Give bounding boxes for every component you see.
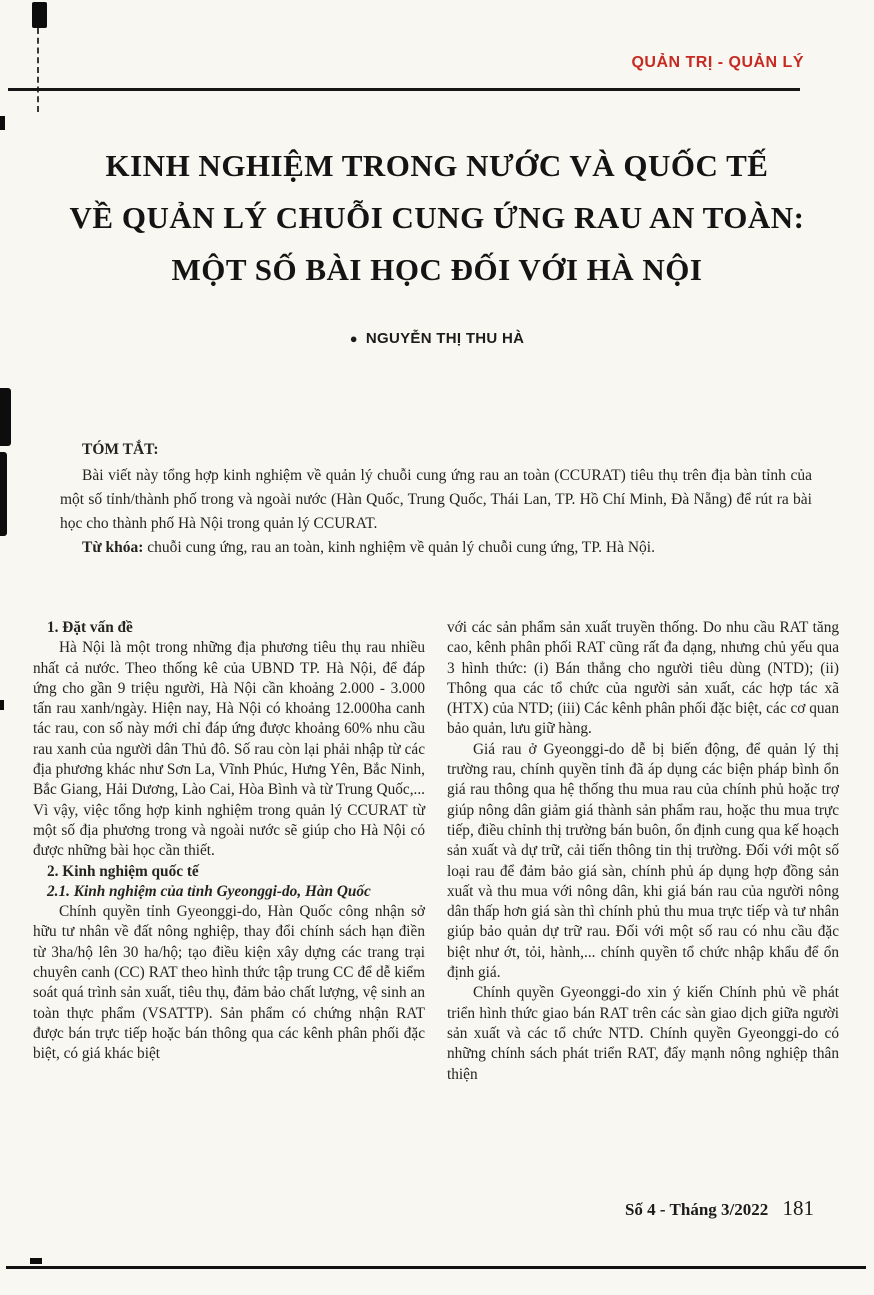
body-paragraph: Chính quyền tỉnh Gyeonggi-do, Hàn Quốc công nhận sở hữu tư nhân về đất nông nghiệp, thay đổi chính sách hạn điền từ 3ha/hộ lên 30 ha/hộ; tạo điều kiện xây dựng các trang trại chuyên canh (CC) RAT theo hình thức tập trung CC để dễ kiểm soát quá trình sản xuất, tiêu thụ, đảm bảo chất lượng, vệ sinh an toàn thực phẩm (VSATTP). Sản phẩm có chứng nhận RAT được bán trực tiếp hoặc bán thông qua các kênh phân phối đặc biệt, có giá khác biệt xyxy=(33,903,425,1063)
abstract-heading: TÓM TẮT: xyxy=(82,441,159,458)
subsection-heading: 2.1. Kinh nghiệm của tỉnh Gyeonggi-do, Hàn Quốc xyxy=(47,882,371,900)
scan-artifact xyxy=(0,452,7,536)
section-heading: 1. Đặt vấn đề xyxy=(47,619,133,636)
author-bullet-icon: ● xyxy=(349,331,358,346)
body-paragraph: với các sản phẩm sản xuất truyền thống. Do nhu cầu RAT tăng cao, kênh phân phối RAT cũng rất đa dạng, nhưng chủ yếu qua 3 hình thức: (i) Bán thẳng cho người tiêu dùng (NTD); (ii) Thông qua các tổ chức của người sản xuất, các hợp tác xã (HTX) của NTD; (iii) Các kênh phân phối đặc biệt, các cơ quan bảo quản, lưu giữ hàng. xyxy=(447,619,839,738)
bottom-rule xyxy=(6,1266,866,1269)
page-number: 181 xyxy=(782,1196,814,1220)
abstract-section xyxy=(60,438,812,560)
body-paragraph: Giá rau ở Gyeonggi-do dễ bị biến động, để quản lý thị trường rau, chính quyền tỉnh đã áp dụng các biện pháp bình ổn giá rau thông qua hệ thống thu mua rau của chính phủ hoặc trợ giúp nông dân giảm giá thành sản phẩm rau, hoặc thu mua trực tiếp, điều chỉnh thị trường bán buôn, ổn định cung qua kế hoạch sản xuất và dự trữ, cải tiến thông tin thị trường. Đối với một số loại rau để đảm bảo giá sàn, chính phủ áp dụng hợp đồng sản xuất và thu mua với nông dân, khi giá bán rau của người nông dân thấp hơn giá sàn thì chính phủ thu mua trực tiếp và tư nhân giúp bảo quản dự trữ rau. Đối với một số rau có nhu cầu đặc biệt như ớt, tỏi, hành,... chính quyền tổ chức nhập khẩu để ổn định giá. xyxy=(447,740,839,982)
author-name: NGUYỄN THỊ THU HÀ xyxy=(365,330,525,347)
article-body xyxy=(33,618,839,1085)
keywords-text: chuỗi cung ứng, rau an toàn, kinh nghiệm về quản lý chuỗi cung ứng, TP. Hà Nội. xyxy=(143,539,655,556)
abstract-body: Bài viết này tổng hợp kinh nghiệm về quản lý chuỗi cung ứng rau an toàn (CCURAT) tiêu thụ trên địa bàn tỉnh của một số tỉnh/thành phố trong và ngoài nước (Hàn Quốc, Trung Quốc, Thái Lan, TP. Hồ Chí Minh, Đà Nẵng) để rút ra bài học cho thành phố Hà Nội trong quản lý CCURAT. xyxy=(60,467,812,532)
body-paragraph: Hà Nội là một trong những địa phương tiêu thụ rau nhiều nhất cả nước. Theo thống kê của UBND TP. Hà Nội, để đáp ứng cho gần 9 triệu người, Hà Nội cần khoảng 2.000 - 3.000 tấn rau xanh/ngày. Hiện nay, Hà Nội có khoảng 12.000ha canh tác rau, con số này mới chỉ đáp ứng được khoảng 60% nhu cầu rau xanh của người dân Thủ đô. Số rau còn lại phải nhập từ các địa phương khác như Sơn La, Vĩnh Phúc, Hưng Yên, Bắc Ninh, Bắc Giang, Hải Dương, Lào Cai, Hòa Bình và từ Trung Quốc,... Vì vậy, việc tổng hợp kinh nghiệm trong quản lý CCURAT từ một số địa phương trong và ngoài nước sẽ giúp cho Hà Nội có được những bài học cần thiết. xyxy=(33,639,425,860)
scan-artifact xyxy=(0,700,4,710)
scan-artifact xyxy=(0,388,11,446)
journal-category: QUẢN TRỊ - QUẢN LÝ xyxy=(631,54,804,71)
article-title-line2: VỀ QUẢN LÝ CHUỖI CUNG ỨNG RAU AN TOÀN: xyxy=(69,200,805,235)
author-line xyxy=(35,330,839,347)
body-paragraph: Chính quyền Gyeonggi-do xin ý kiến Chính phủ về phát triển hình thức giao bán RAT trên các sàn giao dịch giữa người sản xuất và các tổ chức NTD. Chính quyền Gyeonggi-do có những chính sách phát triển RAT, đẩy mạnh nông nghiệp thân thiện xyxy=(447,984,839,1083)
scan-artifact xyxy=(32,2,47,28)
scan-artifact xyxy=(0,116,5,130)
scan-artifact xyxy=(30,1258,42,1264)
article-title xyxy=(35,140,839,296)
article-title-line1: KINH NGHIỆM TRONG NƯỚC VÀ QUỐC TẾ xyxy=(105,148,769,183)
article-title-line3: MỘT SỐ BÀI HỌC ĐỐI VỚI HÀ NỘI xyxy=(171,252,703,287)
section-heading: 2. Kinh nghiệm quốc tế xyxy=(47,862,199,880)
left-column xyxy=(33,618,425,1085)
right-column xyxy=(447,618,839,1085)
header-rule xyxy=(8,88,800,91)
issue-info: Số 4 - Tháng 3/2022 xyxy=(624,1200,769,1219)
keywords-label: Từ khóa: xyxy=(82,539,144,556)
abstract-keywords xyxy=(60,536,812,560)
scan-artifact xyxy=(37,28,39,112)
page-footer xyxy=(625,1196,814,1221)
